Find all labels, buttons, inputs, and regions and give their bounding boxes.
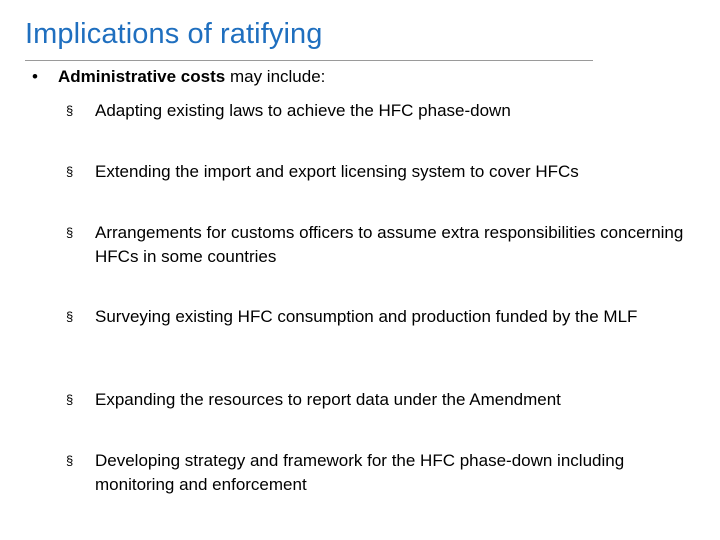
list-item [66,221,706,269]
list-item [66,305,706,329]
main-bullet-text: may include: [225,67,326,86]
main-bullet [32,67,325,87]
square-bullet-icon: § [66,164,74,179]
list-item-text: Extending the import and export licensing system to cover HFCs [95,162,579,181]
slide-title: Implications of ratifying [25,18,323,50]
list-item [66,99,706,123]
list-item-text: Expanding the resources to report data under the Amendment [95,390,561,409]
main-bullet-bold-text: Administrative costs [58,67,226,86]
square-bullet-icon: § [66,103,74,118]
list-item [66,160,706,184]
list-item [66,449,706,497]
square-bullet-icon: § [66,309,74,324]
list-item-text: Adapting existing laws to achieve the HFC phase-down [95,101,511,120]
list-item-text: Developing strategy and framework for the HFC phase-down including monitoring and enforcement [95,451,625,494]
title-divider [25,60,593,61]
square-bullet-icon: § [66,453,74,468]
list-item-text: Arrangements for customs officers to assume extra responsibilities concerning HFCs in some countries [95,223,684,266]
list-item [66,388,706,412]
square-bullet-icon: § [66,392,74,407]
square-bullet-icon: § [66,225,74,240]
list-item-text: Surveying existing HFC consumption and production funded by the MLF [95,307,638,326]
bullet-marker: • [32,67,38,86]
